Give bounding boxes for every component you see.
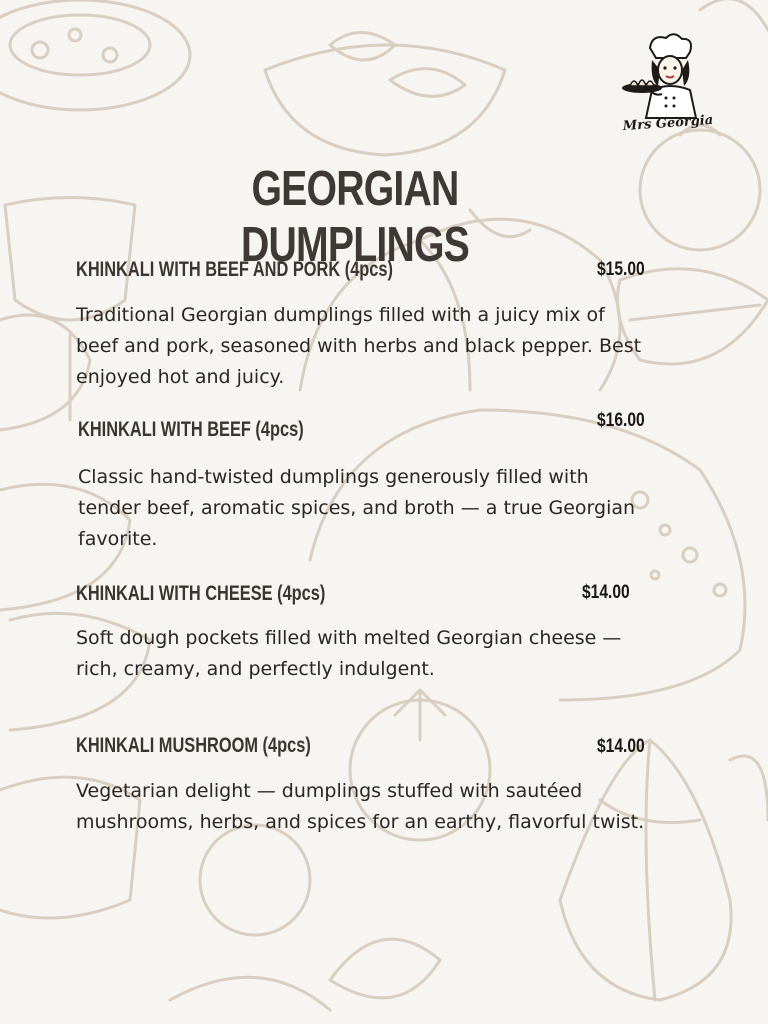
menu-item-price: $14.00 [582, 582, 630, 603]
logo-wordmark: Mrs Georgia [622, 112, 714, 135]
menu-item-price: $15.00 [597, 259, 645, 280]
menu-item-name: KHINKALI WITH BEEF AND PORK (4pcs) [76, 258, 393, 281]
menu-item-description: Classic hand-twisted dumplings generously filled with tender beef, aromatic spices, and broth — a true Georgian favorite. [78, 466, 636, 550]
menu-item-description: Traditional Georgian dumplings filled with a juicy mix of beef and pork, seasoned with herbs and black pepper. Best enjoyed hot and juicy. [76, 304, 642, 388]
menu-item-description: Soft dough pockets filled with melted Georgian cheese — rich, creamy, and perfectly indulgent. [76, 627, 622, 680]
menu-item-name: KHINKALI WITH CHEESE (4pcs) [76, 582, 326, 605]
menu-item-price: $14.00 [597, 736, 645, 757]
menu-item-name: KHINKALI MUSHROOM (4pcs) [76, 734, 311, 757]
menu-item-price: $16.00 [597, 410, 645, 431]
menu-title: GEORGIAN DUMPLINGS [241, 161, 469, 272]
menu-item-name: KHINKALI WITH BEEF (4pcs) [78, 418, 304, 441]
menu-item-description: Vegetarian delight — dumplings stuffed with sautéed mushrooms, herbs, and spices for an earthy, flavorful twist. [76, 780, 645, 833]
